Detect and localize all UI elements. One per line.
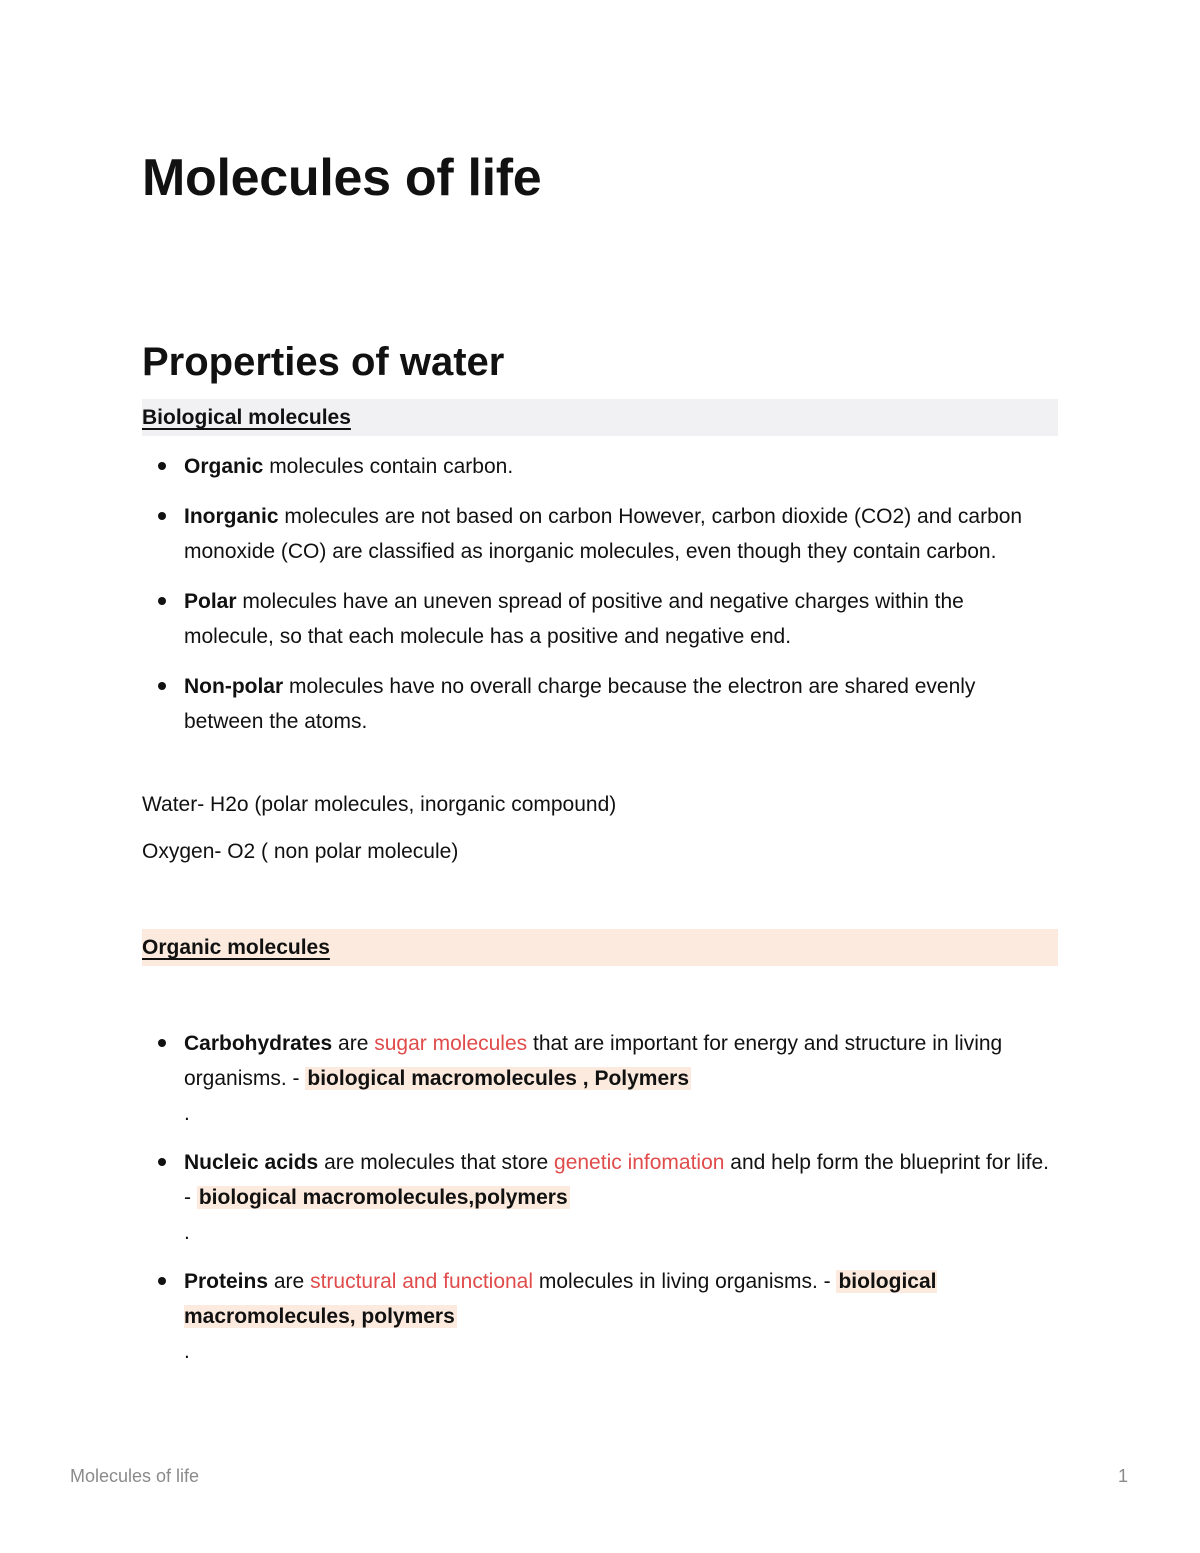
list-item-text: molecules are not based on carbon However, carbon dioxide (CO2) and carbon monoxide (CO) are classified as inorganic molecules, even though they contain carbon.: [184, 505, 1023, 563]
bullet-icon: [158, 1277, 166, 1285]
list-item-text: molecules contain carbon.: [263, 455, 514, 478]
list-item-text: molecules have an uneven spread of positive and negative charges within the molecule, so that each molecule has a positive and negative end.: [184, 590, 964, 648]
organic-molecules-heading: [142, 929, 1058, 966]
list-item-text: and help form the blueprint for life. -: [184, 1151, 1049, 1209]
organic-molecules-list: [142, 1026, 1058, 1383]
list-item: [142, 1026, 1058, 1131]
oxygen-note: Oxygen- O2 ( non polar molecule): [142, 840, 459, 863]
document-title: Molecules of life: [142, 149, 542, 207]
list-item-term: Nucleic acids: [184, 1151, 319, 1174]
list-item-term: Organic: [184, 455, 264, 478]
water-note: Water- H2o (polar molecules, inorganic compound): [142, 793, 617, 816]
biological-molecules-heading: [142, 399, 1058, 436]
list-item-text: are molecules that store: [318, 1151, 555, 1174]
key-phrase: sugar molecules: [374, 1032, 528, 1055]
bullet-icon: [158, 462, 166, 470]
biological-molecules-heading-text: Biological molecules: [142, 406, 351, 429]
list-item: [142, 1264, 1058, 1369]
classification-highlight: biological macromolecules , Polymers: [307, 1067, 690, 1090]
section-title: Properties of water: [142, 340, 505, 384]
footer-document-name: Molecules of life: [70, 1466, 200, 1486]
classification-highlight: biological macromolecules,polymers: [198, 1186, 568, 1209]
trailing-period: .: [184, 1340, 190, 1363]
key-phrase: genetic infomation: [554, 1151, 725, 1174]
key-phrase: structural and functional: [310, 1270, 534, 1293]
list-item-term: Carbohydrates: [184, 1032, 333, 1055]
bullet-icon: [158, 597, 166, 605]
bullet-icon: [158, 1039, 166, 1047]
list-item-term: Non-polar: [184, 675, 284, 698]
list-item: [142, 669, 1058, 739]
list-item: [142, 1145, 1058, 1250]
trailing-period: .: [184, 1221, 190, 1244]
list-item: [142, 499, 1058, 569]
list-item-term: Inorganic: [184, 505, 279, 528]
list-item-term: Polar: [184, 590, 237, 613]
list-item-text: are: [268, 1270, 311, 1293]
list-item-text: that are important for energy and structure in living organisms. -: [184, 1032, 1003, 1090]
list-item-text: molecules in living organisms. -: [533, 1270, 837, 1293]
trailing-period: .: [184, 1102, 190, 1125]
list-item: [142, 449, 1058, 484]
list-item-term: Proteins: [184, 1270, 269, 1293]
biological-molecules-list: [142, 449, 1058, 754]
list-item-text: are: [332, 1032, 375, 1055]
footer-page-number: 1: [1117, 1466, 1128, 1486]
bullet-icon: [158, 512, 166, 520]
list-item: [142, 584, 1058, 654]
organic-molecules-heading-text: Organic molecules: [142, 936, 330, 959]
bullet-icon: [158, 682, 166, 690]
classification-highlight: biological macromolecules, polymers: [184, 1270, 937, 1328]
bullet-icon: [158, 1158, 166, 1166]
list-item-text: molecules have no overall charge because the electron are shared evenly between the atoms.: [184, 675, 976, 733]
